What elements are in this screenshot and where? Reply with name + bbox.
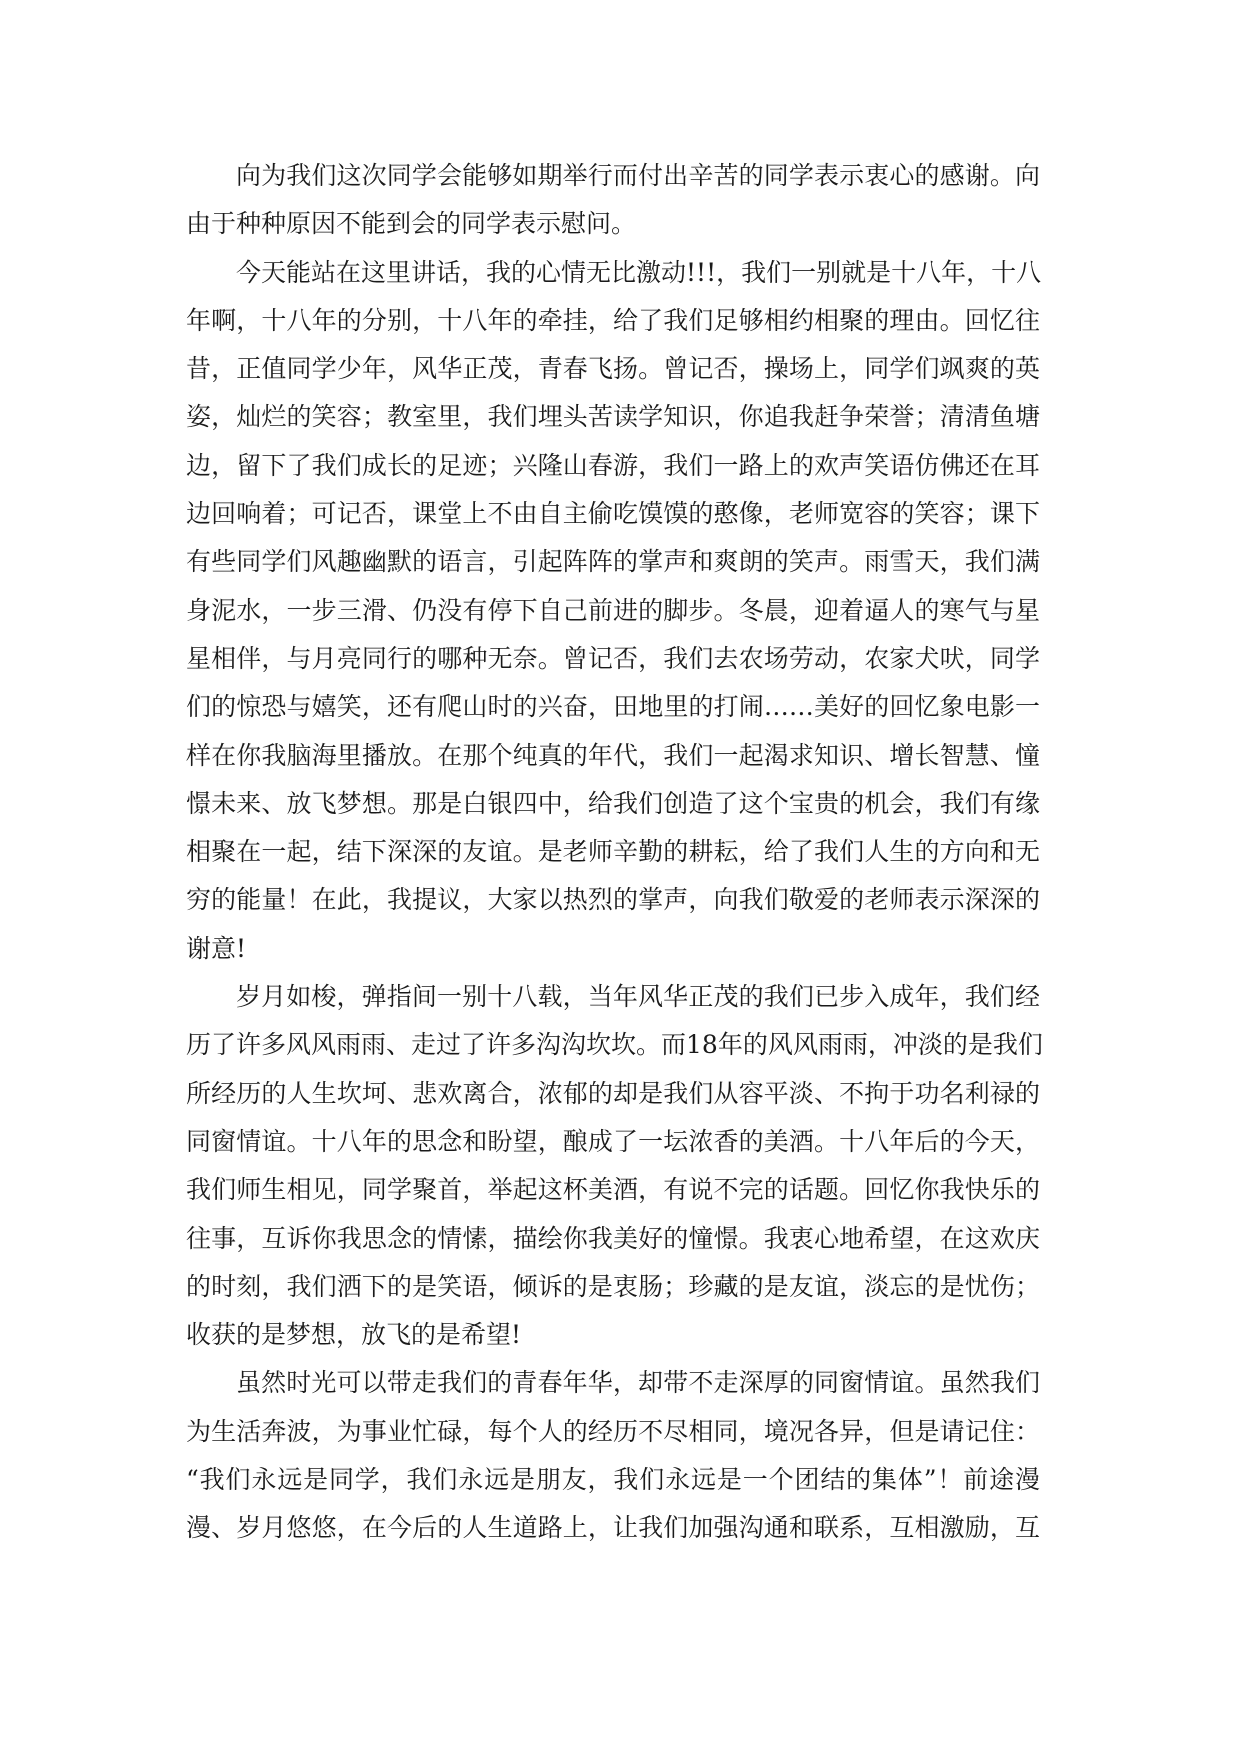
- paragraph-line: 为生活奔波，为事业忙碌，每个人的经历不尽相同，境况各异，但是请记住：: [186, 1416, 1040, 1446]
- paragraph-line: 穷的能量！在此，我提议，大家以热烈的掌声，向我们敬爱的老师表示深深的: [186, 885, 1040, 915]
- paragraph-line: 的时刻，我们洒下的是笑语，倾诉的是衷肠；珍藏的是友谊，淡忘的是忧伤；: [186, 1271, 1040, 1301]
- paragraph-line: 收获的是梦想，放飞的是希望!: [186, 1320, 522, 1350]
- paragraph-line: 姿，灿烂的笑容；教室里，我们埋头苦读学知识，你追我赶争荣誉；清清鱼塘: [186, 402, 1040, 432]
- paragraph-line: 相聚在一起，结下深深的友谊。是老师辛勤的耕耘，给了我们人生的方向和无: [186, 837, 1040, 867]
- paragraph-line: 边回响着；可记否，课堂上不由自主偷吃馍馍的憨像，老师宽容的笑容；课下: [186, 499, 1040, 529]
- paragraph-line: 所经历的人生坎坷、悲欢离合，浓郁的却是我们从容平淡、不拘于功名利禄的: [186, 1078, 1040, 1108]
- paragraph-line: 由于种种原因不能到会的同学表示慰问。: [186, 209, 637, 239]
- paragraph-line: 漫、岁月悠悠，在今后的人生道路上，让我们加强沟通和联系，互相激励，互: [186, 1513, 1040, 1543]
- paragraph-line: 今天能站在这里讲话，我的心情无比激动!!!，我们一别就是十八年，十八: [236, 257, 1042, 287]
- paragraph-line: 我们师生相见，同学聚首，举起这杯美酒，有说不完的话题。回忆你我快乐的: [186, 1175, 1040, 1205]
- paragraph-line: 边，留下了我们成长的足迹；兴隆山春游，我们一路上的欢声笑语仿佛还在耳: [186, 450, 1040, 480]
- paragraph-memories: [186, 249, 1040, 973]
- paragraph-line: “我们永远是同学，我们永远是朋友，我们永远是一个团结的集体”！前途漫: [186, 1465, 1040, 1495]
- paragraph-line: 憬未来、放飞梦想。那是白银四中，给我们创造了这个宝贵的机会，我们有缘: [186, 788, 1040, 818]
- paragraph-line: 谢意!: [186, 933, 247, 963]
- paragraph-line: 岁月如梭，弹指间一别十八载，当年风华正茂的我们已步入成年，我们经: [236, 982, 1040, 1012]
- paragraph-line: 身泥水，一步三滑、仍没有停下自己前进的脚步。冬晨，迎着逼人的寒气与星: [186, 595, 1040, 625]
- paragraph-thanks: [186, 152, 1040, 249]
- paragraph-line: 们的惊恐与嬉笑，还有爬山时的兴奋，田地里的打闹……美好的回忆象电影一: [186, 692, 1040, 722]
- paragraph-line: 样在你我脑海里播放。在那个纯真的年代，我们一起渴求知识、增长智慧、憧: [186, 740, 1040, 770]
- document-body: [186, 152, 1043, 1553]
- paragraph-line: 同窗情谊。十八年的思念和盼望，酿成了一坛浓香的美酒。十八年后的今天，: [186, 1126, 1040, 1156]
- paragraph-line: 向为我们这次同学会能够如期举行而付出辛苦的同学表示衷心的感谢。向: [236, 161, 1040, 190]
- paragraph-friendship: [186, 1359, 1040, 1552]
- paragraph-line: 昔，正值同学少年，风华正茂，青春飞扬。曾记否，操场上，同学们飒爽的英: [186, 354, 1040, 384]
- paragraph-eighteen-years: [186, 973, 1043, 1359]
- paragraph-line: 有些同学们风趣幽默的语言，引起阵阵的掌声和爽朗的笑声。雨雪天，我们满: [186, 547, 1040, 577]
- paragraph-line: 历了许多风风雨雨、走过了许多沟沟坎坎。而18年的风风雨雨，冲淡的是我们: [186, 1030, 1043, 1060]
- paragraph-line: 星相伴，与月亮同行的哪种无奈。曾记否，我们去农场劳动，农家犬吠，同学: [186, 643, 1040, 673]
- paragraph-line: 虽然时光可以带走我们的青春年华，却带不走深厚的同窗情谊。虽然我们: [236, 1368, 1040, 1398]
- paragraph-line: 年啊，十八年的分别，十八年的牵挂，给了我们足够相约相聚的理由。回忆往: [186, 305, 1040, 335]
- paragraph-line: 往事，互诉你我思念的情愫，描绘你我美好的憧憬。我衷心地希望，在这欢庆: [186, 1223, 1040, 1253]
